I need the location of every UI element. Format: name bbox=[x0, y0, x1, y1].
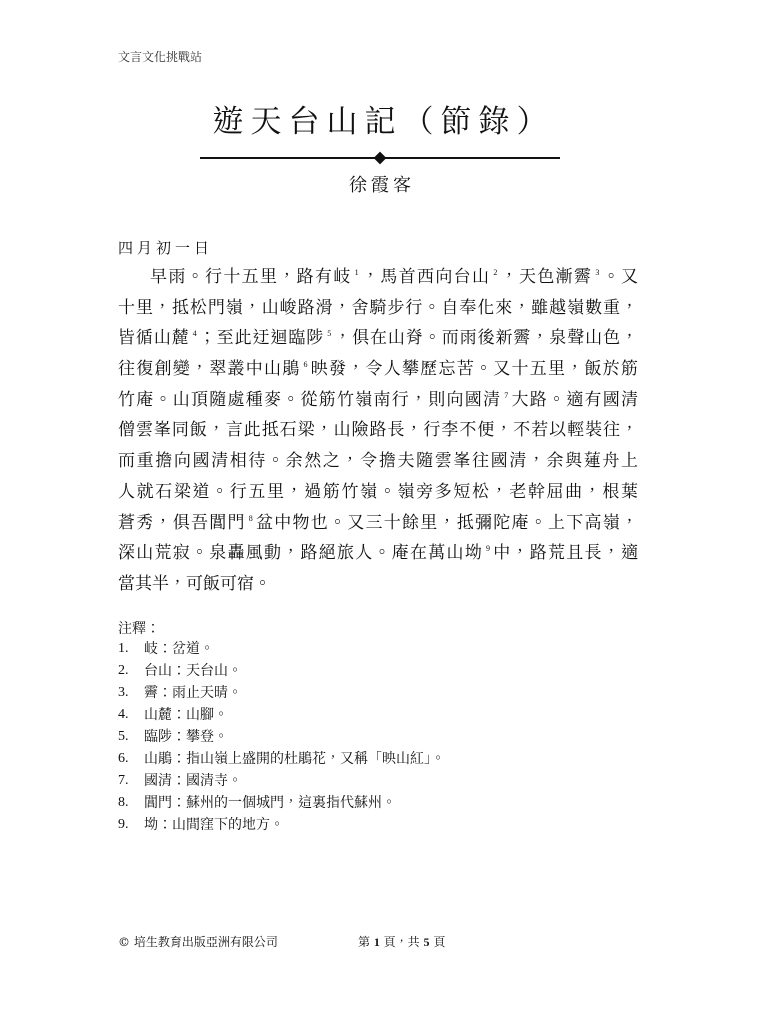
footnote-ref-4: 4 bbox=[192, 329, 197, 339]
passage-line bbox=[118, 569, 638, 600]
note-item bbox=[118, 682, 638, 704]
note-text: 台山：天台山。 bbox=[144, 663, 242, 679]
footnote-ref-6: 6 bbox=[303, 360, 308, 370]
site-name: 文言文化挑戰站 bbox=[118, 50, 203, 64]
footnote-ref-1: 1 bbox=[354, 268, 359, 277]
notes-heading: 注釋： bbox=[118, 621, 160, 637]
passage-text: 中，路荒且長，適 bbox=[492, 543, 638, 564]
note-text: 閶門：蘇州的一個城門，這裏指代蘇州。 bbox=[144, 795, 396, 811]
page-middle: 頁，共 bbox=[383, 935, 420, 949]
note-text: 國清：國清寺。 bbox=[144, 773, 242, 789]
passage-text: 竹庵。山頂隨處種麥。從筋竹嶺南行，則向國清 bbox=[118, 389, 502, 410]
passage-line bbox=[118, 446, 638, 477]
footnote-ref-2: 2 bbox=[493, 268, 498, 277]
note-item bbox=[118, 660, 638, 682]
passage-line bbox=[118, 415, 638, 446]
passage-text: 皆循山麓 bbox=[118, 328, 190, 349]
footnote-ref-5: 5 bbox=[327, 329, 332, 339]
passage-body bbox=[118, 262, 638, 600]
note-text: 坳：山間窪下的地方。 bbox=[144, 817, 284, 833]
title-divider bbox=[200, 157, 560, 159]
passage-text: 而重擔向國清相待。余然之，令擔夫隨雲峯往國清，余與蓮舟上 bbox=[118, 451, 638, 472]
note-number: 7. bbox=[118, 773, 129, 788]
note-number: 4. bbox=[118, 707, 129, 722]
footnote-ref-3: 3 bbox=[595, 268, 600, 277]
passage-text: 深山荒寂。泉轟風動，路絕旅人。庵在萬山坳 bbox=[118, 543, 483, 564]
current-page-number: 1 bbox=[373, 935, 380, 949]
passage-line bbox=[118, 477, 638, 508]
note-text: 山麓：山腳。 bbox=[144, 707, 228, 723]
note-text: 山鵑：指山嶺上盛開的杜鵑花，又稱「映山紅」。 bbox=[144, 751, 445, 767]
note-text: 霽：雨止天晴。 bbox=[144, 685, 242, 701]
note-item bbox=[118, 726, 638, 748]
footnote-ref-8: 8 bbox=[248, 513, 253, 523]
note-item bbox=[118, 638, 638, 660]
notes-list bbox=[118, 638, 638, 836]
note-number: 5. bbox=[118, 729, 129, 744]
passage-text: 人就石梁道。行五里，過筋竹嶺。嶺旁多短松，老幹屈曲，根葉 bbox=[118, 481, 638, 502]
passage-line bbox=[118, 354, 638, 385]
note-number: 2. bbox=[118, 663, 129, 678]
passage-line bbox=[118, 323, 638, 354]
note-item bbox=[118, 770, 638, 792]
passage-text: 映發，令人攀歷忘苦。又十五里，飯於筋 bbox=[309, 359, 638, 380]
passage-line bbox=[118, 293, 638, 324]
date-heading: 四月初一日 bbox=[118, 239, 214, 257]
passage-text: 當其半，可飯可宿。 bbox=[118, 573, 271, 594]
diamond-ornament-icon bbox=[374, 151, 387, 164]
copyright-notice: © 培生教育出版亞洲有限公司 bbox=[118, 935, 278, 949]
note-number: 6. bbox=[118, 751, 129, 766]
passage-line bbox=[118, 262, 638, 293]
passage-text: ，天色漸霽 bbox=[499, 267, 593, 287]
author-name: 徐霞客 bbox=[349, 175, 415, 196]
passage-line bbox=[118, 538, 638, 569]
passage-line bbox=[118, 385, 638, 416]
passage-text: 大路。適有國清 bbox=[510, 389, 638, 410]
passage-text: 往復創變，翠叢中山鵑 bbox=[118, 359, 301, 380]
note-item bbox=[118, 748, 638, 770]
passage-text: ；至此迂迴臨陟 bbox=[198, 328, 325, 349]
footnote-ref-7: 7 bbox=[504, 390, 509, 400]
passage-text: 蒼秀，俱吾閶門 bbox=[118, 512, 246, 533]
passage-text: 早雨。行十五里，路有岐 bbox=[150, 267, 352, 287]
page-indicator bbox=[358, 934, 445, 950]
page-prefix: 第 bbox=[358, 935, 371, 949]
passage-text: 十里，抵松門嶺，山峻路滑，舍騎步行。自奉化來，雖越嶺數重， bbox=[118, 297, 638, 318]
note-item bbox=[118, 704, 638, 726]
note-item bbox=[118, 792, 638, 814]
note-number: 8. bbox=[118, 795, 129, 810]
passage-text: ，馬首西向台山 bbox=[360, 267, 491, 287]
page-suffix: 頁 bbox=[433, 935, 446, 949]
passage-text: 盆中物也。又三十餘里，抵彌陀庵。上下高嶺， bbox=[254, 512, 638, 533]
note-number: 3. bbox=[118, 685, 129, 700]
passage-text: ，俱在山脊。而雨後新霽，泉聲山色， bbox=[333, 328, 639, 349]
passage-line bbox=[118, 508, 638, 539]
total-pages-number: 5 bbox=[423, 935, 430, 949]
footnote-ref-9: 9 bbox=[486, 544, 490, 554]
note-item bbox=[118, 814, 638, 836]
page-title: 遊天台山記（節錄） bbox=[212, 104, 555, 140]
note-number: 1. bbox=[118, 641, 129, 656]
passage-text: 僧雲峯同飯，言此抵石梁，山險路長，行李不便，不若以輕裝往， bbox=[118, 420, 638, 441]
note-text: 岐：岔道。 bbox=[144, 641, 214, 657]
note-text: 臨陟：攀登。 bbox=[144, 729, 228, 745]
note-number: 9. bbox=[118, 817, 129, 832]
passage-text: 。又 bbox=[601, 267, 639, 287]
